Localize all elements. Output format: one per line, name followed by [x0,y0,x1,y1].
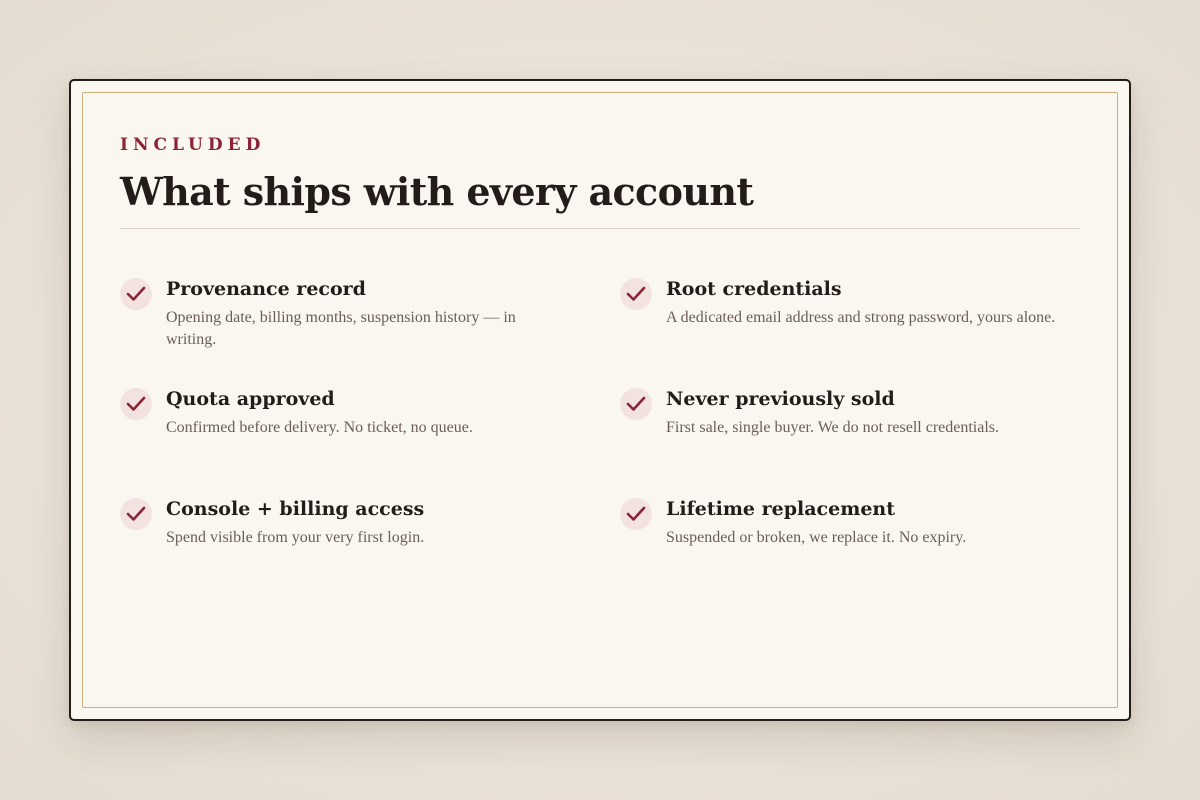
check-icon [620,388,652,420]
feature-item-never-previously-sold [620,387,1080,497]
feature-description: Spend visible from your very first login. [166,529,425,546]
feature-title: Console + billing access [166,498,425,520]
feature-item-lifetime-replacement [620,497,1080,607]
feature-item-quota-approved [120,387,620,497]
check-icon [120,498,152,530]
check-icon [120,388,152,420]
feature-title: Root credentials [666,278,842,300]
feature-title: Provenance record [166,278,366,300]
feature-item-provenance-record [120,277,620,387]
feature-description: First sale, single buyer. We do not resell credentials. [666,419,1000,436]
feature-title: Never previously sold [666,388,895,410]
check-icon [120,278,152,310]
check-icon [620,278,652,310]
feature-item-root-credentials [620,277,1080,387]
section-eyebrow: INCLUDED [120,135,266,155]
feature-description: Opening date, billing months, suspension history — in writing. [166,309,516,348]
card-inner-border [82,92,1118,708]
section-title: What ships with every account [120,169,754,214]
included-card [69,79,1131,721]
check-icon [620,498,652,530]
feature-item-console-billing-access [120,497,620,607]
feature-title: Lifetime replacement [666,498,895,520]
feature-description: Confirmed before delivery. No ticket, no queue. [166,419,473,436]
title-divider [120,228,1080,229]
feature-title: Quota approved [166,388,335,410]
feature-description: Suspended or broken, we replace it. No expiry. [666,529,967,546]
feature-list [120,277,1080,607]
feature-description: A dedicated email address and strong password, yours alone. [666,309,1056,326]
